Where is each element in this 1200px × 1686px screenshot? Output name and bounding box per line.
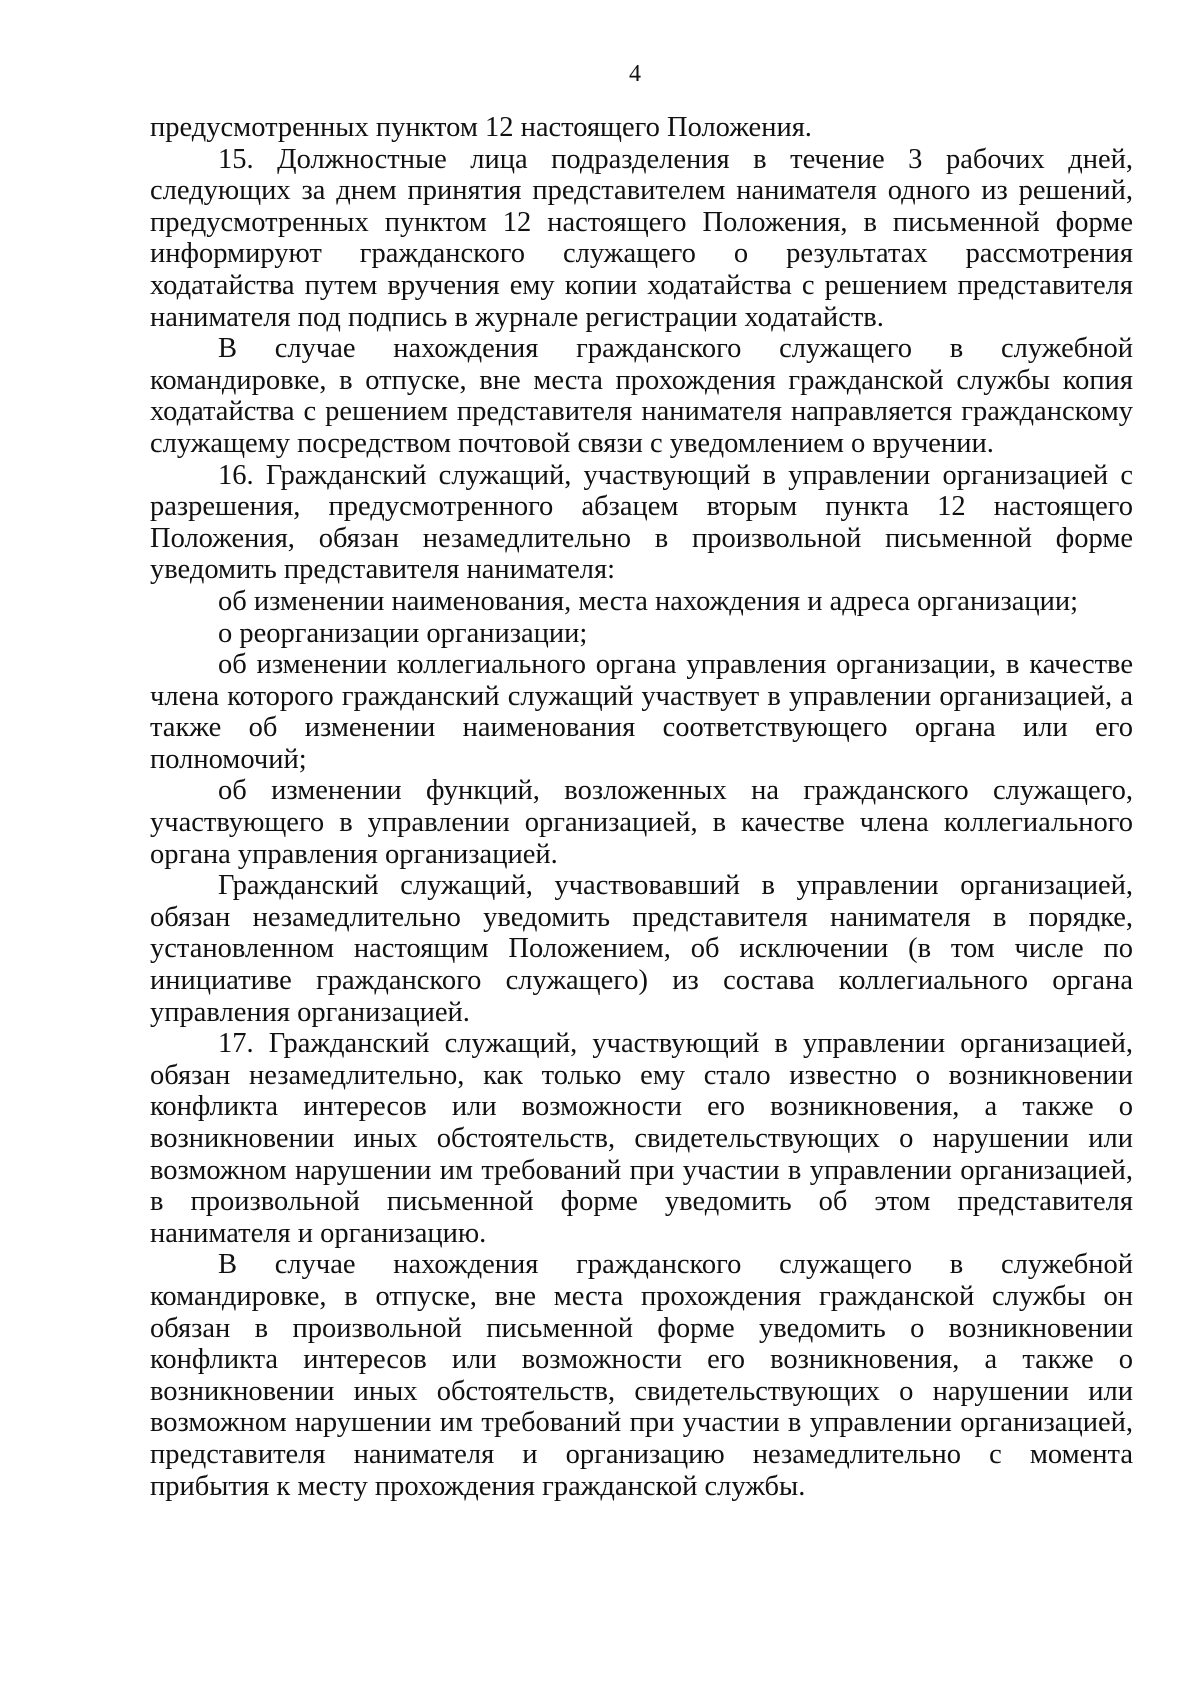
- text-line: об изменении коллегиального органа управления организации, в качестве: [218, 649, 1133, 681]
- text-line: органа управления организацией.: [150, 838, 558, 870]
- text-line: также об изменении наименования соответствующего органа или его: [150, 712, 1133, 744]
- text-line: командировке, в отпуске, вне места прохождения гражданской службы копия: [150, 364, 1133, 396]
- text-line: обязан в произвольной письменной форме уведомить о возникновении: [150, 1312, 1133, 1344]
- text-line: участвующего в управлении организацией, в качестве члена коллегиального: [150, 807, 1133, 839]
- text-line: о реорганизации организации;: [218, 617, 588, 649]
- text-line: установленном настоящим Положением, об исключении (в том числе по: [150, 933, 1133, 965]
- text-line: информируют гражданского служащего о результатах рассмотрения: [150, 238, 1133, 270]
- text-line: В случае нахождения гражданского служащего в служебной: [218, 1249, 1133, 1281]
- text-line: управления организацией.: [150, 996, 470, 1028]
- text-line: конфликта интересов или возможности его возникновения, а также о: [150, 1344, 1133, 1376]
- text-line: члена которого гражданский служащий участвует в управлении организацией, а: [150, 680, 1133, 712]
- text-line: предусмотренных пунктом 12 настоящего Положения, в письменной форме: [150, 206, 1133, 238]
- text-line: уведомить представителя нанимателя:: [150, 554, 616, 586]
- text-line: обязан незамедлительно уведомить представителя нанимателя в порядке,: [150, 901, 1133, 933]
- text-line: прибытия к месту прохождения гражданской службы.: [150, 1470, 806, 1502]
- text-line: командировке, в отпуске, вне места прохождения гражданской службы он: [150, 1280, 1133, 1312]
- text-line: 17. Гражданский служащий, участвующий в управлении организацией,: [218, 1028, 1133, 1060]
- text-line: в произвольной письменной форме уведомить об этом представителя: [150, 1186, 1133, 1218]
- text-line: Положения, обязан незамедлительно в произвольной письменной форме: [150, 522, 1133, 554]
- text-line: возможном нарушении им требований при участии в управлении организацией,: [150, 1407, 1133, 1439]
- text-line: ходатайства путем вручения ему копии ходатайства с решением представителя: [150, 269, 1133, 301]
- text-line: служащему посредством почтовой связи с уведомлением о вручении.: [150, 427, 994, 459]
- text-line: конфликта интересов или возможности его возникновения, а также о: [150, 1091, 1133, 1123]
- text-line: нанимателя под подпись в журнале регистрации ходатайств.: [150, 301, 884, 333]
- text-line: инициативе гражданского служащего) из состава коллегиального органа: [150, 965, 1133, 997]
- text-line: об изменении наименования, места нахождения и адреса организации;: [218, 585, 1079, 617]
- text-line: обязан незамедлительно, как только ему стало известно о возникновении: [150, 1059, 1133, 1091]
- text-line: 16. Гражданский служащий, участвующий в управлении организацией с: [218, 459, 1133, 491]
- text-line: разрешения, предусмотренного абзацем вторым пункта 12 настоящего: [150, 491, 1133, 523]
- text-line: об изменении функций, возложенных на гражданского служащего,: [218, 775, 1133, 807]
- text-line: полномочий;: [150, 743, 307, 775]
- text-line: предусмотренных пунктом 12 настоящего Положения.: [150, 112, 812, 143]
- text-line: ходатайства с решением представителя нанимателя направляется гражданскому: [150, 396, 1133, 428]
- text-line: 15. Должностные лица подразделения в течение 3 рабочих дней,: [218, 143, 1133, 175]
- text-line: возникновении иных обстоятельств, свидетельствующих о нарушении или: [150, 1123, 1133, 1154]
- text-line: возможном нарушении им требований при участии в управлении организацией,: [150, 1154, 1133, 1186]
- text-line: возникновении иных обстоятельств, свидетельствующих о нарушении или: [150, 1375, 1133, 1407]
- document-body: [150, 112, 1133, 1502]
- text-line: нанимателя и организацию.: [150, 1217, 487, 1249]
- text-line: представителя нанимателя и организацию незамедлительно с момента: [150, 1438, 1133, 1470]
- page-number: 4: [629, 61, 641, 87]
- text-line: В случае нахождения гражданского служащего в служебной: [218, 333, 1133, 365]
- text-line: следующих за днем принятия представителем нанимателя одного из решений,: [150, 175, 1133, 207]
- text-line: Гражданский служащий, участвовавший в управлении организацией,: [218, 870, 1133, 902]
